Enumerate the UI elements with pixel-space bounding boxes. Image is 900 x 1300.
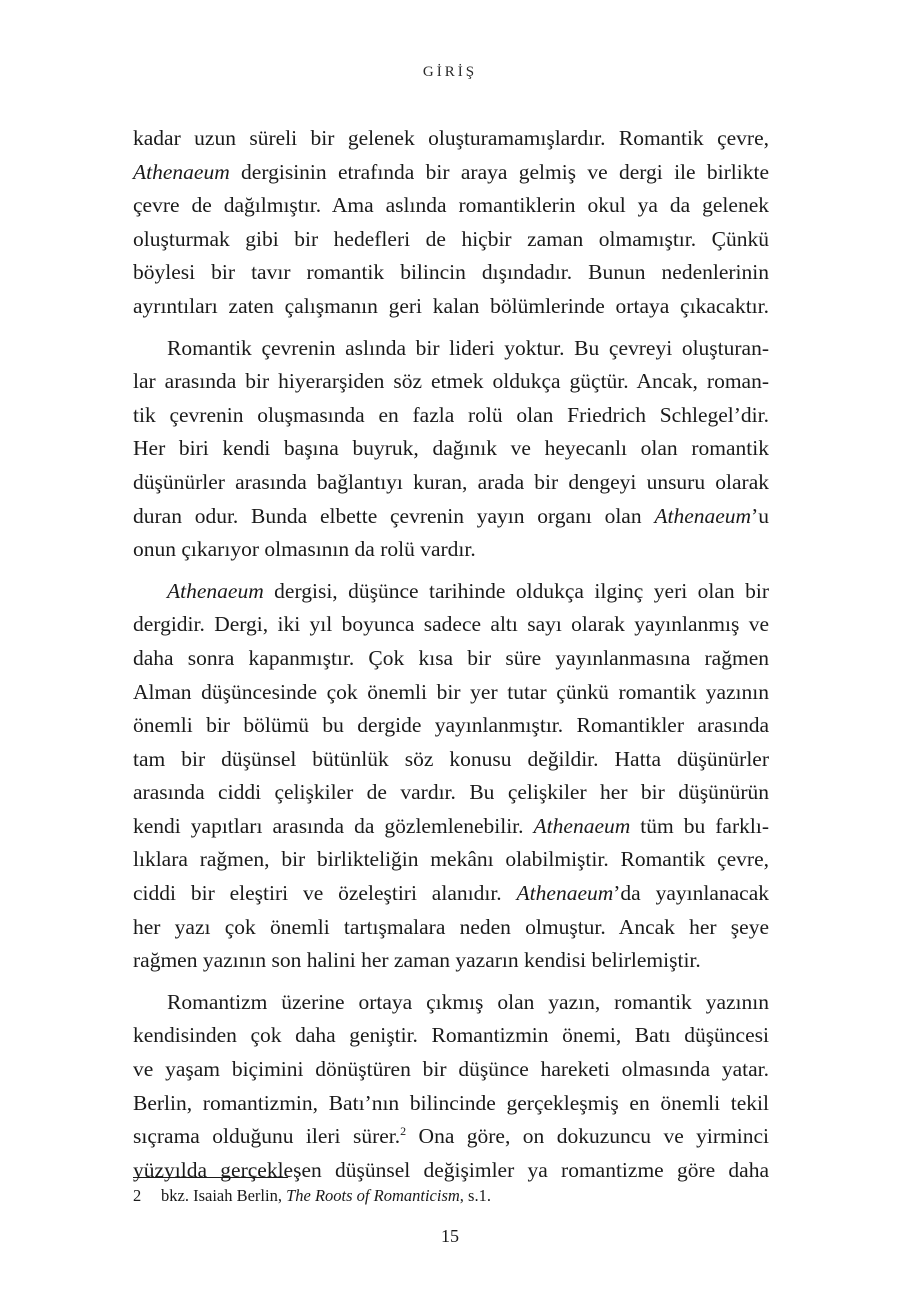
text-line	[133, 432, 769, 466]
text-line	[133, 676, 769, 710]
text-run: yüzyılda gerçekleşen düşünsel değişimler ya romantizme göre daha	[133, 1157, 769, 1182]
page-number: 15	[441, 1226, 459, 1246]
text-line	[133, 1120, 769, 1154]
italic-title: Athenaeum	[516, 881, 614, 906]
text-run: daha sonra kapanmıştır. Çok kısa bir süre yayınlanmasına rağmen	[133, 645, 769, 670]
text-line	[133, 1154, 769, 1188]
text-run: Romantizm üzerine ortaya çıkmış olan yazın, romantik yazının	[167, 989, 769, 1014]
text-run: Alman düşüncesinde çok önemli bir yer tutar çünkü romantik yazının	[133, 679, 769, 704]
text-run: rağmen yazının son halini her zaman yazarın kendisi belirlemiştir.	[133, 948, 701, 973]
text-line	[133, 189, 769, 223]
text-line	[133, 500, 769, 534]
text-line	[133, 156, 769, 190]
text-run: Romantik çevrenin aslında bir lideri yoktur. Bu çevreyi oluşturan-	[167, 335, 769, 360]
text-line	[133, 709, 769, 743]
text-run: dergisi, düşünce tarihinde oldukça ilginç yeri olan bir	[263, 578, 769, 603]
text-run: dergisinin etrafında bir araya gelmiş ve dergi ile birlikte	[229, 159, 769, 184]
italic-title: Athenaeum	[654, 503, 752, 528]
footnote-book-title: The Roots of Romanticism	[286, 1186, 460, 1205]
text-run: ’da yayınlanacak	[613, 881, 769, 906]
text-line	[133, 843, 769, 877]
paragraph	[133, 122, 769, 324]
footnote-reference: 2	[400, 1124, 407, 1139]
text-line	[133, 290, 769, 324]
text-line	[133, 466, 769, 500]
paragraph	[133, 575, 769, 978]
text-run: kendisinden çok daha geniştir. Romantizmin önemi, Batı düşüncesi	[133, 1023, 769, 1048]
text-run: tüm bu farklı-	[630, 813, 769, 838]
text-line	[133, 122, 769, 156]
text-line	[133, 1053, 769, 1087]
text-run: kadar uzun süreli bir gelenek oluşturamamışlardır. Romantik çevre,	[133, 126, 769, 150]
text-run: duran odur. Bunda elbette çevrenin yayın organı olan	[133, 503, 655, 528]
footnote-prefix: bkz. Isaiah Berlin,	[161, 1186, 287, 1205]
body-text	[133, 122, 769, 1195]
paragraph	[133, 986, 769, 1188]
text-run: lıklara rağmen, bir birlikteliğin mekânı olabilmiştir. Romantik çevre,	[133, 847, 769, 872]
text-run: her yazı çok önemli tartışmalara neden olmuştur. Ancak her şeye	[133, 914, 769, 939]
text-line	[133, 365, 769, 399]
text-run: tik çevrenin oluşmasında en fazla rolü olan Friedrich Schlegel’dir.	[133, 402, 769, 427]
footnote	[133, 1184, 769, 1208]
text-run: ’u	[751, 503, 769, 528]
text-run: arasında ciddi çelişkiler de vardır. Bu çelişkiler her bir düşünürün	[133, 780, 769, 805]
text-line	[133, 776, 769, 810]
text-run: çevre de dağılmıştır. Ama aslında romantiklerin okul ya da gelenek	[133, 193, 769, 218]
footnote-suffix: , s.1.	[459, 1186, 491, 1205]
text-run: ayrıntıları zaten çalışmanın geri kalan bölümlerinde ortaya çıkacaktır.	[133, 293, 769, 318]
text-line	[133, 1087, 769, 1121]
text-run: ve yaşam biçimini dönüştüren bir düşünce hareketi olmasında yatar.	[133, 1057, 769, 1082]
text-run: Her biri kendi başına buyruk, dağınık ve heyecanlı olan romantik	[133, 436, 769, 461]
text-run: lar arasında bir hiyerarşiden söz etmek oldukça güçtür. Ancak, roman-	[133, 369, 769, 394]
text-run: düşünürler arasında bağlantıyı kuran, arada bir dengeyi unsuru olarak	[133, 469, 769, 494]
footnote-rule	[133, 1177, 288, 1178]
text-line	[133, 642, 769, 676]
text-run: önemli bir bölümü bu dergide yayınlanmıştır. Romantikler arasında	[133, 713, 769, 738]
running-head: GİRİŞ	[422, 64, 478, 80]
text-run: Ona göre, on dokuzuncu ve yirminci	[406, 1124, 769, 1149]
text-run: oluşturmak gibi bir hedefleri de hiçbir zaman olmamıştır. Çünkü	[133, 226, 769, 251]
text-line	[133, 877, 769, 911]
text-run: böylesi bir tavır romantik bilincin dışındadır. Bunun nedenlerinin	[133, 260, 769, 285]
text-line	[133, 1019, 769, 1053]
text-run: sıçrama olduğunu ileri sürer.	[133, 1124, 401, 1149]
text-run: onun çıkarıyor olmasının da rolü vardır.	[133, 537, 476, 562]
italic-title: Athenaeum	[133, 159, 230, 184]
text-line	[133, 608, 769, 642]
text-run: ciddi bir eleştiri ve özeleştiri alanıdır.	[133, 881, 517, 906]
text-line	[133, 810, 769, 844]
text-line	[133, 256, 769, 290]
text-line	[133, 332, 769, 366]
text-line	[133, 911, 769, 945]
text-line	[133, 743, 769, 777]
text-run: Berlin, romantizmin, Batı’nın bilincinde gerçekleşmiş en önemli tekil	[133, 1090, 769, 1115]
text-run: tam bir düşünsel bütünlük söz konusu değildir. Hatta düşünürler	[133, 746, 769, 771]
text-line	[133, 986, 769, 1020]
text-line	[133, 399, 769, 433]
footnote-number: 2	[133, 1186, 142, 1205]
text-line	[133, 944, 769, 978]
text-line	[133, 223, 769, 257]
text-run: dergidir. Dergi, iki yıl boyunca sadece altı sayı olarak yayınlanmış ve	[133, 612, 769, 637]
text-line	[133, 533, 769, 567]
text-run: kendi yapıtları arasında da gözlemlenebilir.	[133, 813, 534, 838]
italic-title: Athenaeum	[167, 578, 264, 603]
text-line	[133, 575, 769, 609]
paragraph	[133, 332, 769, 567]
italic-title: Athenaeum	[533, 813, 631, 838]
